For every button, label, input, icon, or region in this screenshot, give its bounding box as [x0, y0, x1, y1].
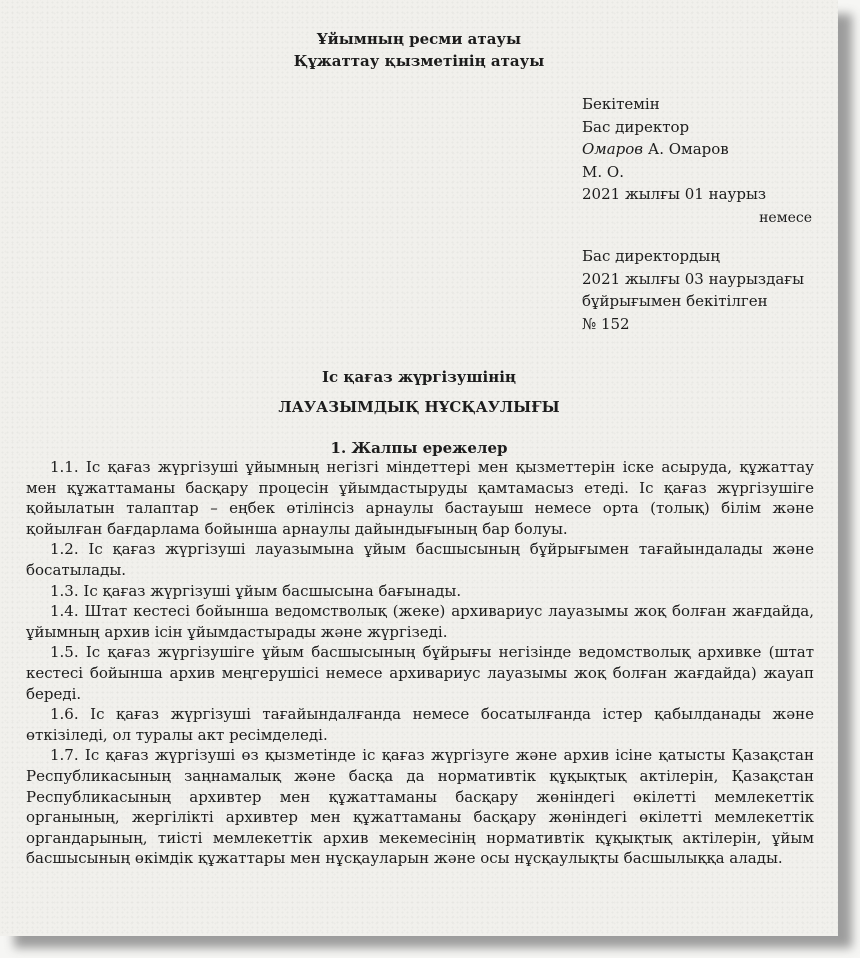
- org-name: Ұйымның ресми атауы: [316, 30, 522, 48]
- alternative-label: немесе: [759, 210, 812, 226]
- approval-block: [582, 93, 832, 206]
- document-title-line-2: ЛАУАЗЫМДЫҚ НҰСҚАУЛЫҒЫ: [278, 398, 560, 416]
- paragraph-1-4: 1.4. Штат кестесі бойынша ведомстволық (жеке) архивариус лауазымы жоқ болған жағдайда, ұйымның архив ісін ұйымдастырады және жүргізеді.: [26, 602, 814, 641]
- approval-date: 2021 жылғы 01 наурыз: [582, 185, 767, 203]
- paragraph-1-2: 1.2. Іс қағаз жүргізуші лауазымына ұйым басшысының бұйрығымен тағайындалады және босатылады.: [26, 540, 814, 579]
- document-header: [0, 28, 838, 72]
- seal-mark: М. О.: [582, 162, 624, 181]
- paragraph-1-1: 1.1. Іс қағаз жүргізуші ұйымның негізгі міндеттері мен қызметтерін іске асыруда, құжаттау мен құжаттаманы басқару процесін ұйымдастыруды қамтамасыз етеді. Іс қағаз жүргізушіге қойылатын талаптар – еңбек өтілінсіз арнаулы бастауыш немесе орта (толық) білім және қойылған бағдарлама бойынша арнаулы дайындығының бар болуы.: [26, 458, 814, 538]
- paragraph-1-7: 1.7. Іс қағаз жүргізуші өз қызметінде іс қағаз жүргізуге және архив ісіне қатысты Қазақстан Республикасының заңнамалық және басқа да нормативтік құқықтық актілерін, Қазақстан Республикасының архивтер мен құжаттаманы басқару жөніндегі өкілетті мемлекеттік органының, жергілікті архивтер мен құжаттаманы басқару жөніндегі өкілетті мемлекеттік органдарының, тиісті мемлекеттік архив мекемесінің нормативтік құқықтық актілерін, ұйым басшысының өкімдік құжаттары мен нұсқауларын және осы нұсқаулықты басшылыққа алады.: [26, 746, 814, 868]
- approver-position: Бас директор: [582, 117, 690, 136]
- approve-label: Бекітемін: [582, 95, 660, 113]
- document-title-line-1: Іс қағаз жүргізушінің: [322, 368, 516, 386]
- signature-line: [582, 138, 832, 161]
- paragraph-1-6: 1.6. Іс қағаз жүргізуші тағайындалғанда немесе босатылғанда істер қабылданады және өткізіледі, ол туралы акт ресімделеді.: [26, 705, 814, 744]
- order-line-1: Бас директордың: [582, 247, 720, 265]
- paragraph-1-3: 1.3. Іс қағаз жүргізуші ұйым басшысына бағынады.: [50, 581, 462, 600]
- order-number: № 152: [582, 314, 630, 333]
- order-block: [582, 245, 832, 335]
- order-line-2: 2021 жылғы 03 наурыздағы: [582, 269, 805, 288]
- signature: Омаров: [582, 140, 644, 158]
- section-body: [26, 457, 814, 869]
- order-line-3: бұйрығымен бекітілген: [582, 292, 768, 310]
- paragraph-1-5: 1.5. Іс қағаз жүргізушіге ұйым басшысының бұйрығы негізінде ведомстволық архивке (штат кестесі бойынша архив меңгерушісі немесе архивариус лауазымы жоқ болған жағдайда) жауап береді.: [26, 643, 814, 703]
- signer-name: А. Омаров: [647, 140, 729, 158]
- service-name: Құжаттау қызметінің атауы: [293, 52, 545, 70]
- section-heading: 1. Жалпы ережелер: [330, 439, 508, 457]
